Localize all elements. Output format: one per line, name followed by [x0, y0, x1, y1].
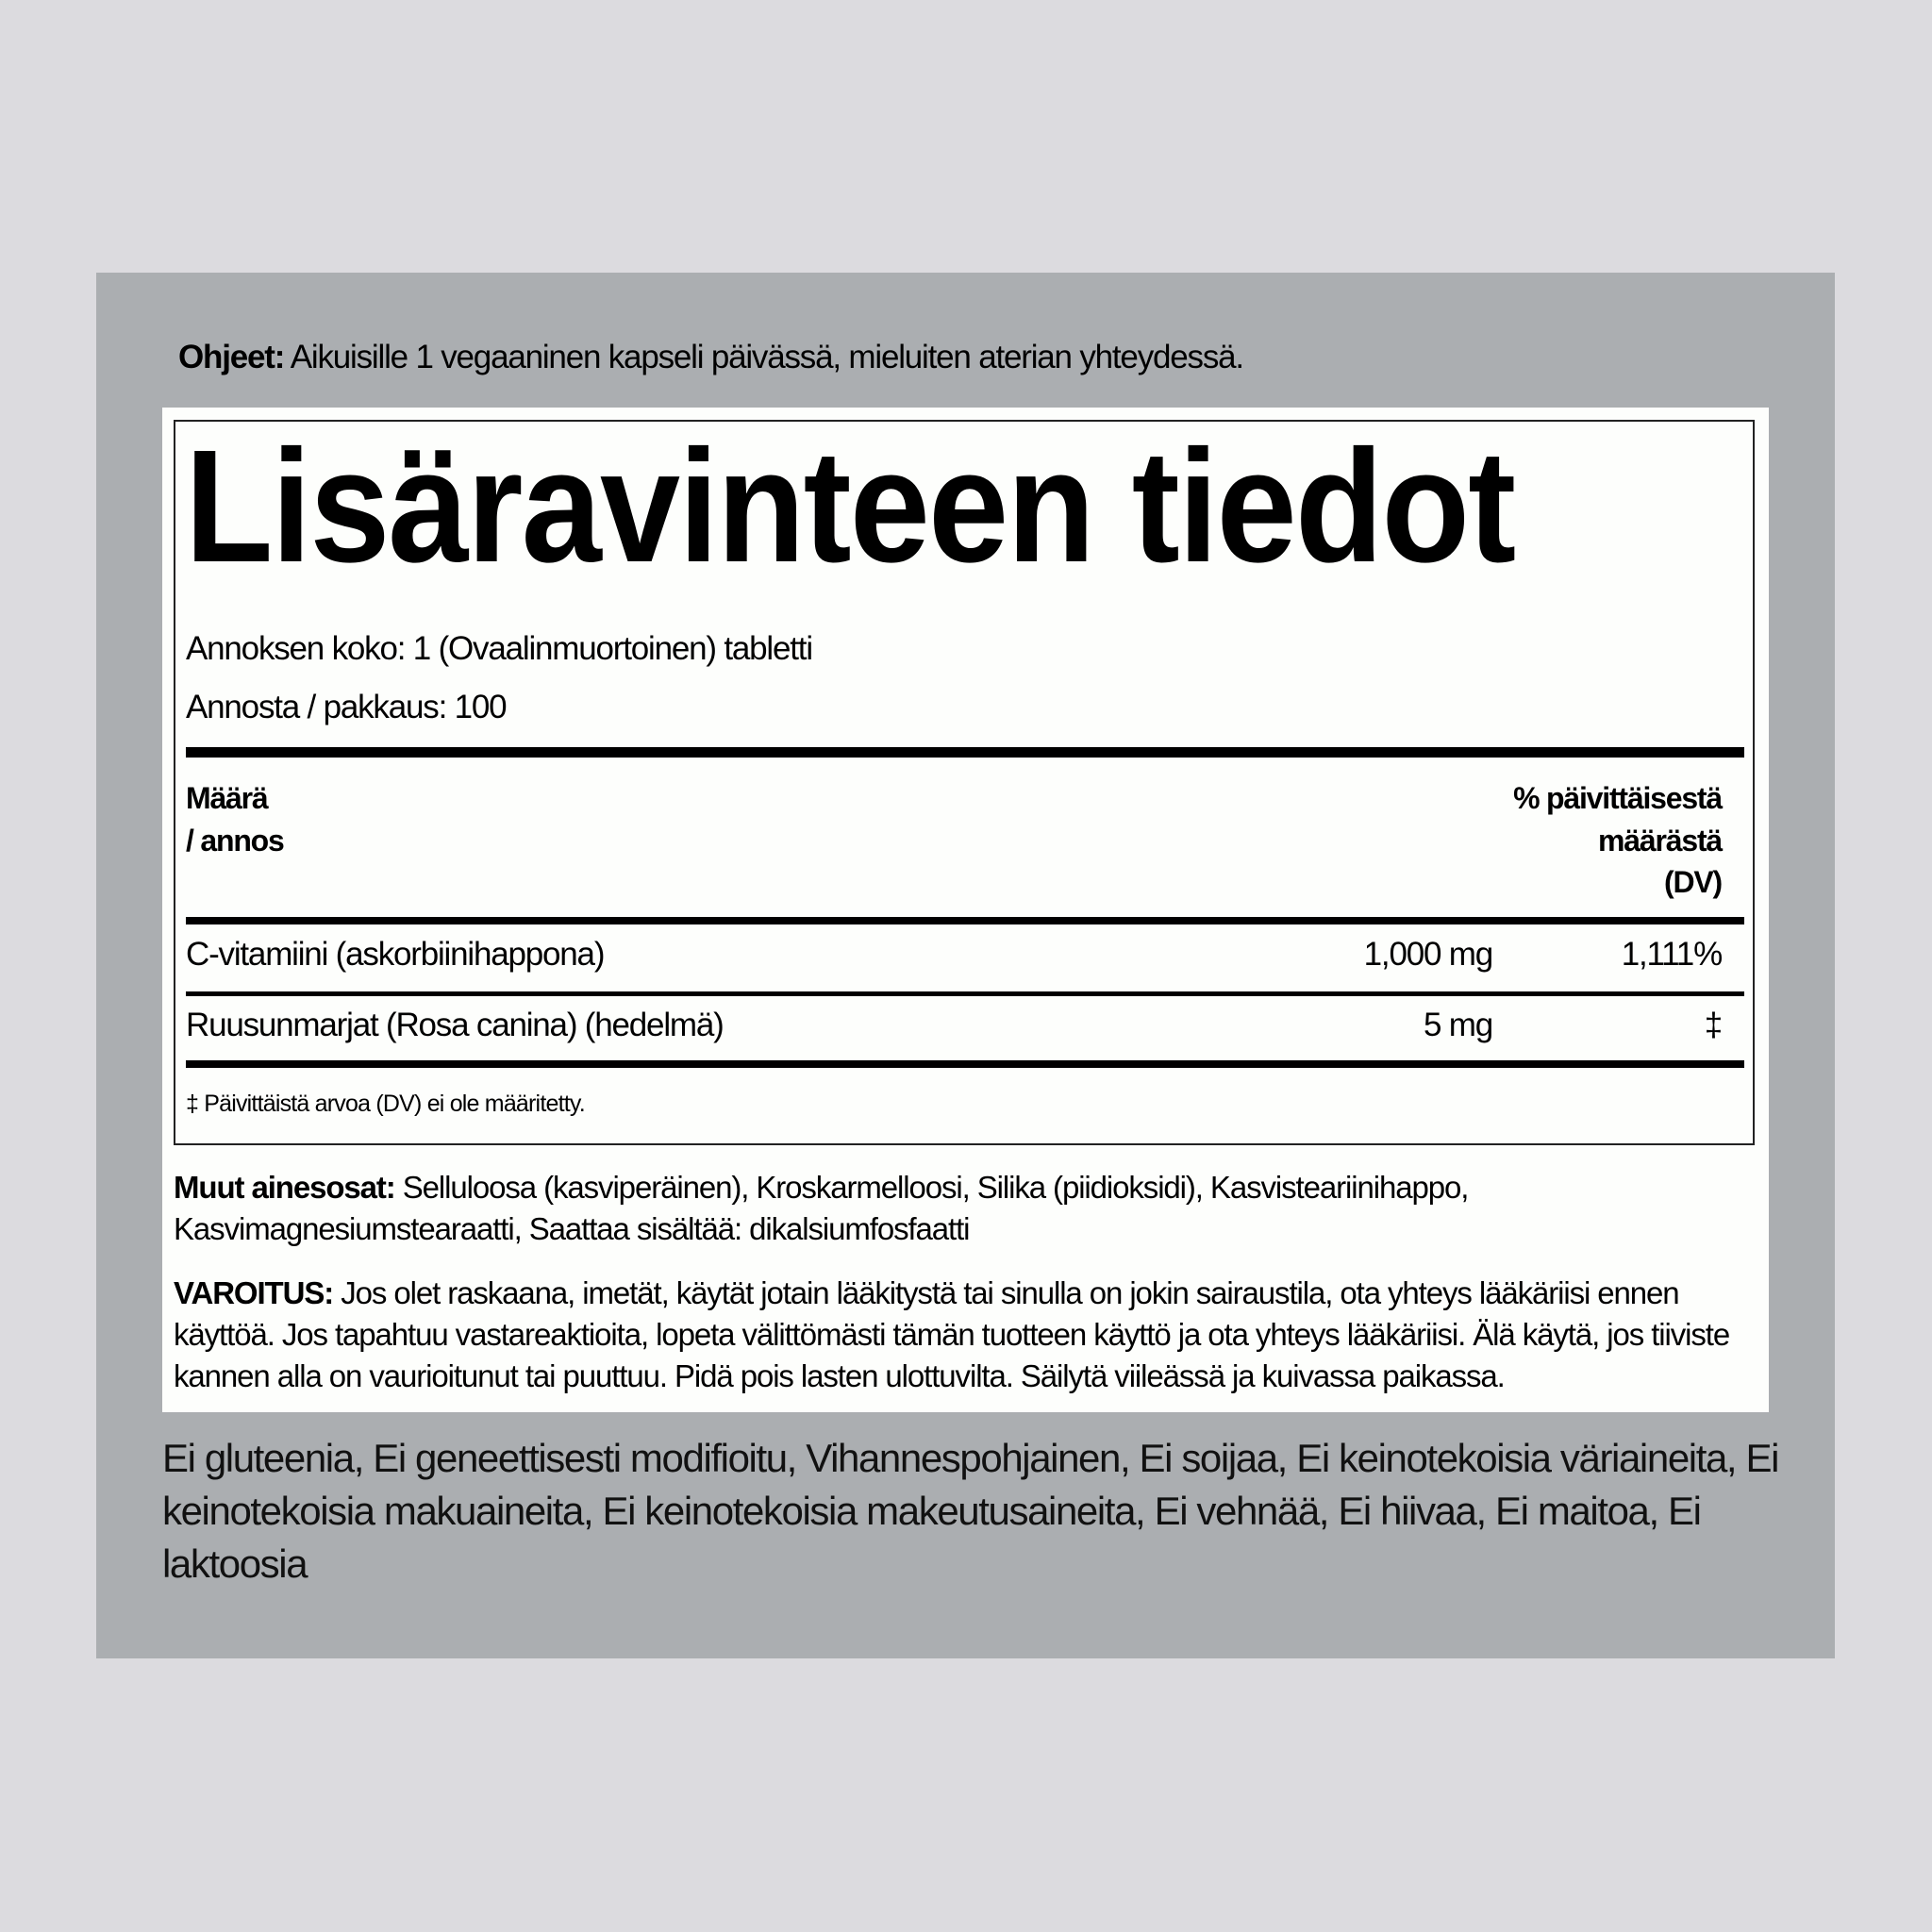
- header-dv-3: (DV): [1664, 865, 1722, 899]
- row-dv: ‡: [1704, 1007, 1722, 1043]
- serving-size: Annoksen koko: 1 (Ovaalinmuortoinen) tabletti: [186, 630, 812, 667]
- header-amount-1: Määrä: [186, 781, 268, 815]
- header-amount-2: / annos: [186, 824, 284, 858]
- directions-text: Aikuisille 1 vegaaninen kapseli päivässä, mieluiten aterian yhteydessä.: [284, 339, 1243, 375]
- other-ingredients: [174, 1167, 1740, 1250]
- servings-per-container: Annosta / pakkaus: 100: [186, 689, 507, 725]
- medium-divider: [186, 917, 1744, 924]
- row-amount: 1,000 mg: [1363, 936, 1492, 973]
- directions-label: Ohjeet:: [178, 339, 285, 375]
- row-amount: 5 mg: [1423, 1007, 1492, 1043]
- warning: [174, 1273, 1740, 1397]
- row-divider: [186, 991, 1744, 996]
- row-name: Ruusunmarjat (Rosa canina) (hedelmä): [186, 1007, 724, 1043]
- header-dv-1: % päivittäisestä: [1513, 781, 1722, 815]
- facts-title: Lisäravinteen tiedot: [185, 417, 1515, 596]
- footnote: ‡ Päivittäistä arvoa (DV) ei ole määritetty.: [186, 1091, 585, 1117]
- row-name: C-vitamiini (askorbiinihappona): [186, 936, 605, 973]
- header-dv-2: määrästä: [1598, 824, 1722, 858]
- other-ingredients-text: Selluloosa (kasviperäinen), Kroskarmelloosi, Silika (piidioksidi), Kasvisteariinihappo, Kasvimagnesiumstearaatti, Saattaa sisältää: dikalsiumfosfaatti: [174, 1170, 1469, 1246]
- thick-divider: [186, 747, 1744, 758]
- row-dv: 1,111%: [1621, 936, 1722, 973]
- product-claims: Ei gluteenia, Ei geneettisesti modifioitu, Vihannespohjainen, Ei soijaa, Ei keinotekoisia väriaineita, Ei keinotekoisia makuaineita, Ei keinotekoisia makeutusaineita, Ei vehnää, Ei hiivaa, Ei maitoa, Ei laktoosia: [162, 1436, 1779, 1586]
- warning-label: VAROITUS:: [174, 1275, 334, 1310]
- directions: [178, 337, 1243, 378]
- thick-divider-bottom: [186, 1060, 1744, 1068]
- other-ingredients-label: Muut ainesosat:: [174, 1170, 395, 1205]
- warning-text: Jos olet raskaana, imetät, käytät jotain lääkitystä tai sinulla on jokin sairaustila, ota yhteys lääkäriisi ennen käyttöä. Jos tapahtuu vastareaktioita, lopeta välittömästi tämän tuotteen käyttö ja ota yhteys lääkäriisi. Älä käytä, jos tiiviste kannen alla on vaurioitunut tai puuttuu. Pidä pois lasten ulottuvilta. Säilytä viileässä ja kuivassa paikassa.: [174, 1275, 1730, 1393]
